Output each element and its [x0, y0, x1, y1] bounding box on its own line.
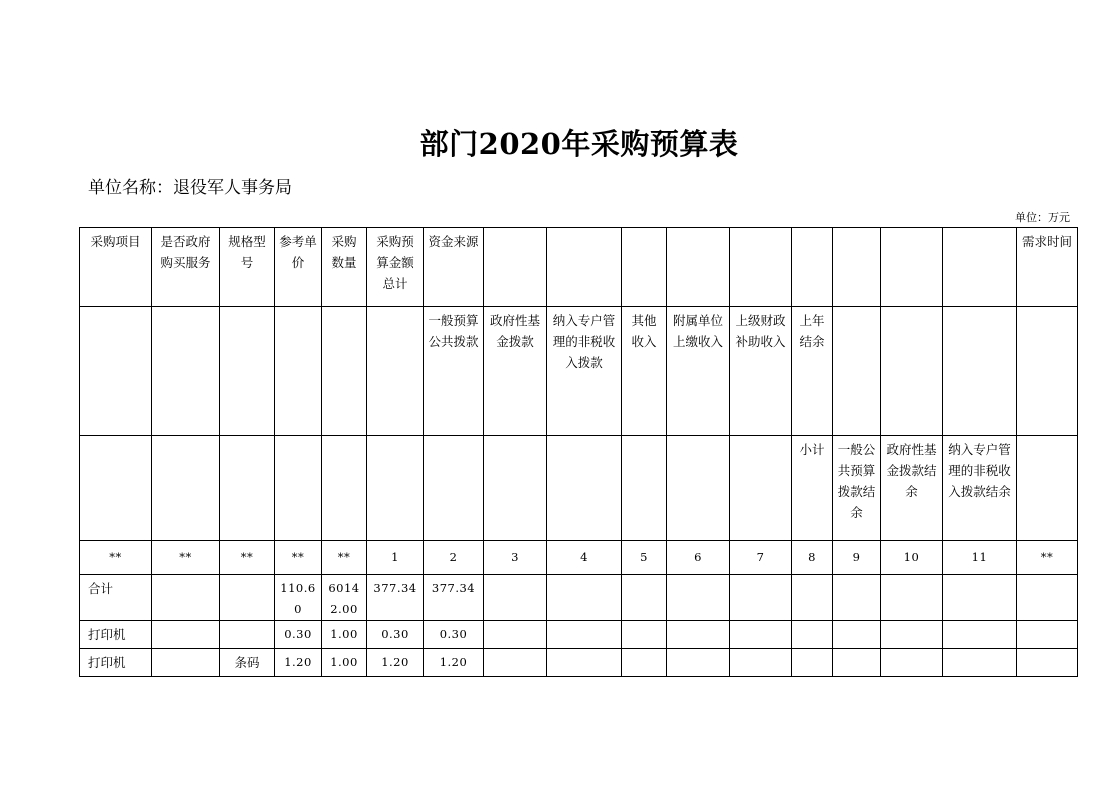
header-subtotal: 小计 — [792, 436, 833, 541]
header-item: 采购项目 — [80, 228, 152, 307]
cell-affiliated — [667, 649, 730, 677]
cell-item: 打印机 — [80, 649, 152, 677]
cell-spec: 条码 — [220, 649, 275, 677]
header-general-budget: 一般预算公共拨款 — [424, 307, 484, 436]
empty-cell — [881, 228, 943, 307]
cell-nontax — [547, 621, 622, 649]
empty-cell — [730, 228, 792, 307]
empty-cell — [80, 436, 152, 541]
table-row — [80, 575, 1078, 621]
empty-cell — [881, 307, 943, 436]
cell-demand-time — [1017, 575, 1078, 621]
index-cell: 10 — [881, 541, 943, 575]
empty-cell — [220, 307, 275, 436]
cell-total: 1.20 — [367, 649, 424, 677]
index-cell: ** — [322, 541, 367, 575]
empty-cell — [943, 228, 1017, 307]
cell-nontax — [547, 649, 622, 677]
cell-gov-fund-balance — [881, 575, 943, 621]
empty-cell — [424, 436, 484, 541]
cell-superior — [730, 621, 792, 649]
cell-general-balance — [833, 649, 881, 677]
cell-total: 0.30 — [367, 621, 424, 649]
index-cell: ** — [275, 541, 322, 575]
header-prev-balance: 上年结余 — [792, 307, 833, 436]
header-fund-source: 资金来源 — [424, 228, 484, 307]
index-cell: ** — [1017, 541, 1078, 575]
empty-cell — [792, 228, 833, 307]
cell-gov-fund — [484, 621, 547, 649]
header-demand-time: 需求时间 — [1017, 228, 1078, 307]
header-row-2 — [80, 307, 1078, 436]
empty-cell — [622, 436, 667, 541]
cell-superior — [730, 649, 792, 677]
cell-ref-price: 110.60 — [275, 575, 322, 621]
header-total: 采购预算金额总计 — [367, 228, 424, 307]
empty-cell — [367, 307, 424, 436]
cell-gov-fund-balance — [881, 621, 943, 649]
cell-gov-fund — [484, 575, 547, 621]
header-gov-fund-balance: 政府性基金拨款结余 — [881, 436, 943, 541]
table-row — [80, 621, 1078, 649]
cell-nontax-balance — [943, 649, 1017, 677]
empty-cell — [622, 228, 667, 307]
header-quantity: 采购数量 — [322, 228, 367, 307]
index-cell: 11 — [943, 541, 1017, 575]
procurement-budget-table — [79, 227, 1078, 677]
cell-nontax-balance — [943, 621, 1017, 649]
cell-ref-price: 0.30 — [275, 621, 322, 649]
header-superior: 上级财政补助收入 — [730, 307, 792, 436]
index-cell: 9 — [833, 541, 881, 575]
cell-demand-time — [1017, 649, 1078, 677]
cell-nontax — [547, 575, 622, 621]
empty-cell — [833, 228, 881, 307]
cell-gov-fund-balance — [881, 649, 943, 677]
empty-cell — [275, 307, 322, 436]
unit-name: 单位名称：退役军人事务局 — [88, 178, 292, 198]
header-affiliated: 附属单位上缴收入 — [667, 307, 730, 436]
cell-gov-purchase — [152, 575, 220, 621]
cell-general-balance — [833, 575, 881, 621]
index-cell: 2 — [424, 541, 484, 575]
cell-other-income — [622, 621, 667, 649]
cell-subtotal — [792, 649, 833, 677]
header-nontax-balance: 纳入专户管理的非税收入拨款结余 — [943, 436, 1017, 541]
cell-subtotal — [792, 575, 833, 621]
header-gov-purchase: 是否政府购买服务 — [152, 228, 220, 307]
empty-cell — [547, 436, 622, 541]
header-row-1 — [80, 228, 1078, 307]
empty-cell — [547, 228, 622, 307]
empty-cell — [152, 307, 220, 436]
cell-other-income — [622, 575, 667, 621]
cell-quantity: 60142.00 — [322, 575, 367, 621]
empty-cell — [220, 436, 275, 541]
cell-general-balance — [833, 621, 881, 649]
header-row-3 — [80, 436, 1078, 541]
header-nontax: 纳入专户管理的非税收入拨款 — [547, 307, 622, 436]
cell-item: 合计 — [80, 575, 152, 621]
empty-cell — [833, 307, 881, 436]
index-cell: 6 — [667, 541, 730, 575]
index-cell: ** — [152, 541, 220, 575]
empty-cell — [1017, 436, 1078, 541]
cell-other-income — [622, 649, 667, 677]
index-cell: 1 — [367, 541, 424, 575]
empty-cell — [367, 436, 424, 541]
cell-gov-purchase — [152, 649, 220, 677]
cell-affiliated — [667, 575, 730, 621]
cell-superior — [730, 575, 792, 621]
cell-general-budget: 1.20 — [424, 649, 484, 677]
empty-cell — [322, 436, 367, 541]
cell-gov-purchase — [152, 621, 220, 649]
empty-cell — [322, 307, 367, 436]
cell-ref-price: 1.20 — [275, 649, 322, 677]
empty-cell — [943, 307, 1017, 436]
currency-unit-label: 单位：万元 — [1015, 211, 1070, 224]
empty-cell — [275, 436, 322, 541]
cell-quantity: 1.00 — [322, 621, 367, 649]
cell-total: 377.34 — [367, 575, 424, 621]
index-cell: ** — [80, 541, 152, 575]
index-cell: ** — [220, 541, 275, 575]
index-cell: 5 — [622, 541, 667, 575]
header-general-balance: 一般公共预算拨款结余 — [833, 436, 881, 541]
cell-item: 打印机 — [80, 621, 152, 649]
cell-gov-fund — [484, 649, 547, 677]
cell-nontax-balance — [943, 575, 1017, 621]
empty-cell — [484, 436, 547, 541]
header-spec: 规格型号 — [220, 228, 275, 307]
cell-subtotal — [792, 621, 833, 649]
index-cell: 4 — [547, 541, 622, 575]
table-row — [80, 649, 1078, 677]
cell-general-budget: 377.34 — [424, 575, 484, 621]
empty-cell — [730, 436, 792, 541]
cell-demand-time — [1017, 621, 1078, 649]
cell-spec — [220, 575, 275, 621]
header-other-income: 其他收入 — [622, 307, 667, 436]
index-cell: 8 — [792, 541, 833, 575]
index-cell: 7 — [730, 541, 792, 575]
empty-cell — [80, 307, 152, 436]
empty-cell — [667, 228, 730, 307]
index-cell: 3 — [484, 541, 547, 575]
header-gov-fund: 政府性基金拨款 — [484, 307, 547, 436]
cell-affiliated — [667, 621, 730, 649]
empty-cell — [152, 436, 220, 541]
cell-general-budget: 0.30 — [424, 621, 484, 649]
cell-quantity: 1.00 — [322, 649, 367, 677]
page-title: 部门2020年采购预算表 — [419, 127, 739, 161]
cell-spec — [220, 621, 275, 649]
header-ref-price: 参考单价 — [275, 228, 322, 307]
index-row — [80, 541, 1078, 575]
empty-cell — [1017, 307, 1078, 436]
empty-cell — [484, 228, 547, 307]
empty-cell — [667, 436, 730, 541]
